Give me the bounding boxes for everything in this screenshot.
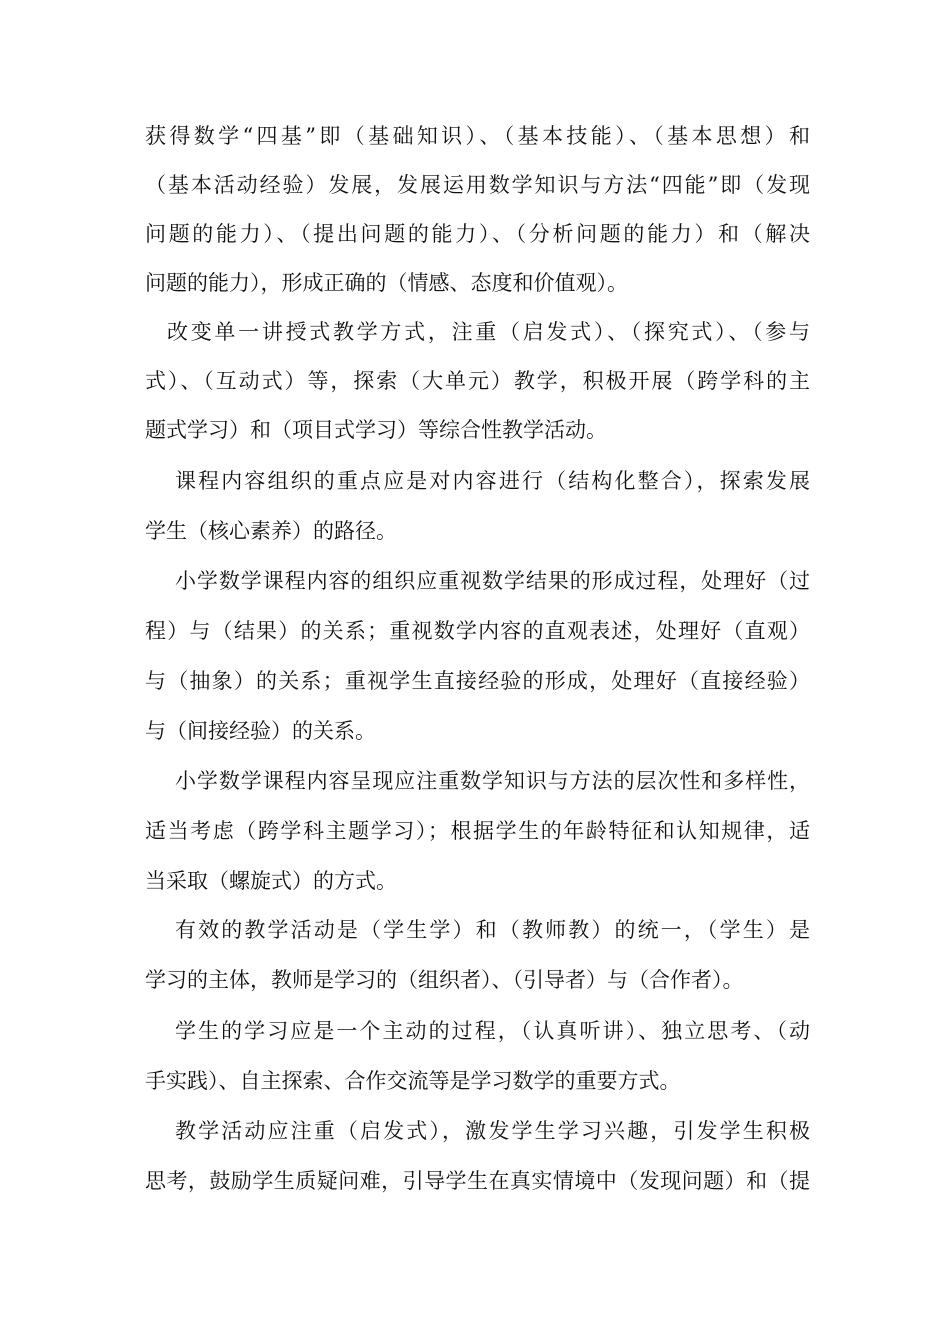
text-line: 思考，鼓励学生质疑问难，引导学生在真实情境中（发现问题）和（提 [145, 1169, 810, 1193]
text-line: 学生（核心素养）的路径。 [145, 519, 397, 543]
text-line: 小学数学课程内容的组织应重视数学结果的形成过程，处理好（过 [175, 569, 810, 593]
text-line: 手实践）、自主探索、合作交流等是学习数学的重要方式。 [145, 1069, 681, 1093]
text-line: 式）、（互动式）等，探索（大单元）教学，积极开展（跨学科的主 [145, 369, 810, 393]
text-line: 适当考虑（跨学科主题学习）；根据学生的年龄特征和认知规律，适 [145, 819, 810, 843]
text-line: 问题的能力）、（提出问题的能力）、（分析问题的能力）和（解决 [145, 222, 810, 246]
text-line: 有效的教学活动是（学生学）和（教师教）的统一，（学生）是 [175, 918, 810, 942]
text-line: 问题的能力），形成正确的（情感、态度和价值观）。 [145, 271, 628, 295]
text-line: 改变单一讲授式教学方式，注重（启发式）、（探究式）、（参与 [167, 320, 810, 344]
text-line: 获得数学“四基”即（基础知识）、（基本技能）、（基本思想）和 [145, 124, 810, 148]
text-line: 题式学习）和（项目式学习）等综合性教学活动。 [145, 418, 607, 442]
text-line: 学生的学习应是一个主动的过程，（认真听讲）、独立思考、（动 [175, 1019, 810, 1043]
text-line: 课程内容组织的重点应是对内容进行（结构化整合），探索发展 [175, 469, 810, 493]
text-line: 教学活动应注重（启发式），激发学生学习兴趣，引发学生积极 [175, 1119, 810, 1143]
text-line: 学习的主体，教师是学习的（组织者）、（引导者）与（合作者）。 [145, 968, 744, 992]
text-line: （基本活动经验）发展，发展运用数学知识与方法“四能”即（发现 [145, 173, 810, 197]
text-line: 当采取（螺旋式）的方式。 [145, 869, 397, 893]
text-line: 小学数学课程内容呈现应注重数学知识与方法的层次性和多样性， [175, 769, 810, 793]
text-line: 与（间接经验）的关系。 [145, 719, 376, 743]
text-line: 与（抽象）的关系；重视学生直接经验的形成，处理好（直接经验） [145, 669, 810, 693]
text-line: 程）与（结果）的关系；重视数学内容的直观表述，处理好（直观） [145, 619, 810, 643]
